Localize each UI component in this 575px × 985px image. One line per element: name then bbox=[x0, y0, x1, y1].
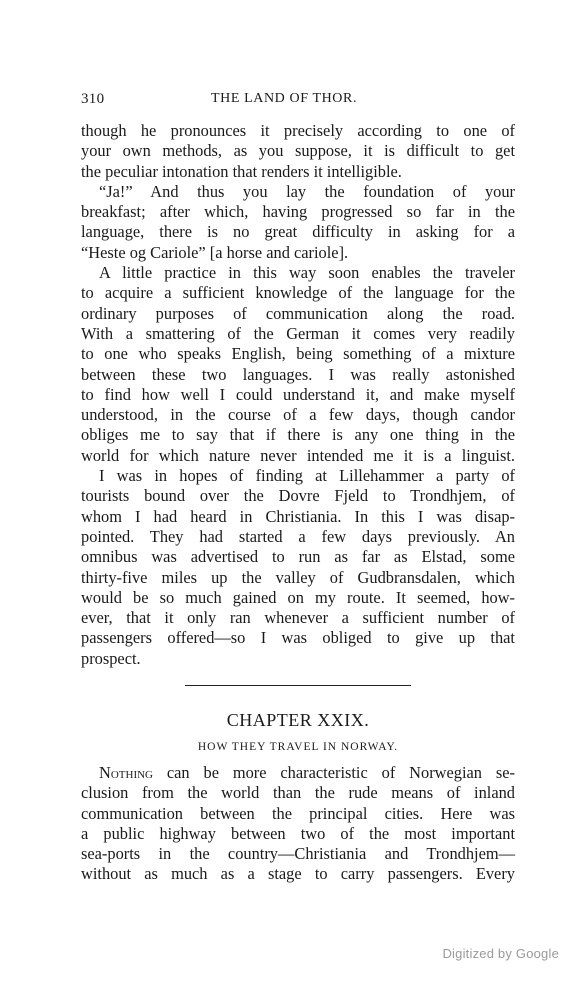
text-line: prospect. bbox=[81, 648, 141, 668]
text-line: passengers offered—so I was obliged to give up that bbox=[81, 628, 515, 648]
chapter-subtitle: HOW THEY TRAVEL IN NORWAY. bbox=[197, 741, 399, 753]
running-head bbox=[81, 91, 516, 111]
text-line: to one who speaks English, being something of a mixture bbox=[81, 344, 515, 364]
digitization-watermark: Digitized by Google bbox=[442, 946, 559, 961]
text-line: to acquire a sufficient knowledge of the language for the bbox=[81, 283, 515, 303]
body-text bbox=[81, 121, 515, 669]
text-line: the peculiar intonation that renders it intelligible. bbox=[81, 161, 402, 181]
text-line: With a smattering of the German it comes very readily bbox=[81, 323, 515, 343]
text-line: “Ja!” And thus you lay the foundation of your bbox=[99, 181, 515, 201]
text-line: your own methods, as you suppose, it is difficult to get bbox=[81, 141, 515, 161]
text-line: sea-ports in the country—Christiania and Trondhjem— bbox=[81, 844, 515, 864]
text-line: ordinary purposes of communication along the road. bbox=[81, 303, 515, 323]
text-line: whom I had heard in Christiania. In this I was disap- bbox=[81, 506, 515, 526]
section-divider bbox=[185, 685, 411, 686]
text-line: between these two languages. I was really astonished bbox=[81, 364, 515, 384]
text-line: omnibus was advertised to run as far as Elstad, some bbox=[81, 547, 515, 567]
text-line: would be so much gained on my route. It seemed, how- bbox=[81, 587, 515, 607]
text-line: A little practice in this way soon enables the traveler bbox=[99, 263, 515, 283]
text-line: ever, that it only ran whenever a sufficient number of bbox=[81, 608, 515, 628]
text-line: obliges me to say that if there is any one thing in the bbox=[81, 425, 515, 445]
text-line: clusion from the world than the rude means of inland bbox=[81, 783, 515, 803]
text-line: communication between the principal cities. Here was bbox=[81, 803, 515, 823]
text-line: pointed. They had started a few days previously. An bbox=[81, 526, 515, 546]
chapter-text bbox=[81, 763, 515, 885]
drop-word: Nothing bbox=[99, 763, 153, 782]
chapter-first-line bbox=[81, 763, 515, 783]
page-number: 310 bbox=[81, 91, 105, 107]
text-line: without as much as a stage to carry passengers. Every bbox=[81, 864, 515, 884]
text-line: language, there is no great difficulty in asking for a bbox=[81, 222, 515, 242]
text-line: world for which nature never intended me it is a linguist. bbox=[81, 445, 515, 465]
text-line: I was in hopes of finding at Lillehammer a party of bbox=[99, 466, 515, 486]
text-line: breakfast; after which, having progressed so far in the bbox=[81, 202, 515, 222]
text-line: a public highway between two of the most important bbox=[81, 823, 515, 843]
text-line: thirty-five miles up the valley of Gudbransdalen, which bbox=[81, 567, 515, 587]
first-line-rest: can be more characteristic of Norwegian se- bbox=[153, 763, 515, 782]
text-line: though he pronounces it precisely according to one of bbox=[81, 121, 515, 140]
text-line: understood, in the course of a few days, though candor bbox=[81, 405, 515, 425]
running-title: THE LAND OF THOR. bbox=[211, 91, 358, 106]
text-line: to find how well I could understand it, and make myself bbox=[81, 384, 515, 404]
text-line: tourists bound over the Dovre Fjeld to Trondhjem, of bbox=[81, 486, 515, 506]
chapter-heading: CHAPTER XXIX. bbox=[226, 710, 370, 730]
text-line: “Heste og Cariole” [a horse and cariole]. bbox=[81, 242, 349, 262]
